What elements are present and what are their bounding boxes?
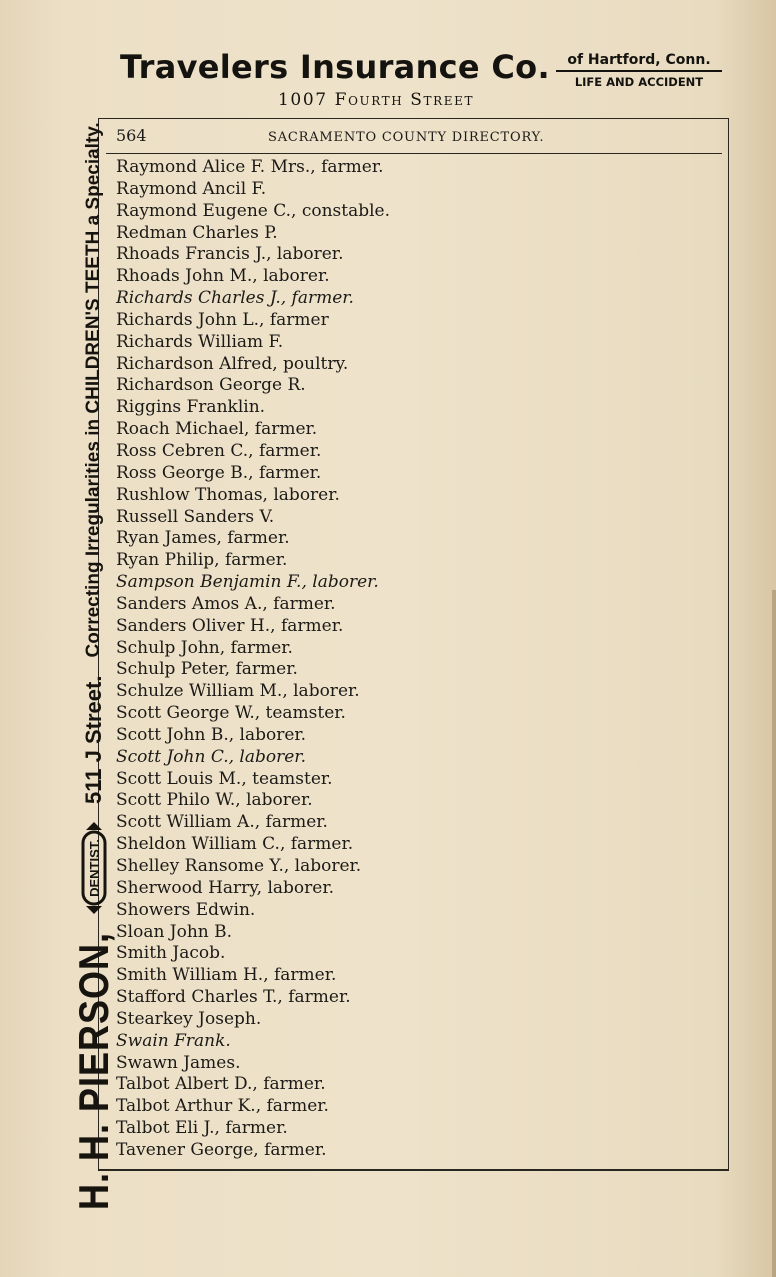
- directory-entry: Scott William A., farmer.: [116, 812, 328, 833]
- directory-entry: Schulp Peter, farmer.: [116, 659, 298, 680]
- directory-entry: Schulze William M., laborer.: [116, 681, 360, 702]
- directory-entry: Sherwood Harry, laborer.: [116, 877, 334, 898]
- directory-entry: Raymond Alice F. Mrs., farmer.: [116, 157, 384, 177]
- page-number: 564: [116, 126, 147, 145]
- directory-entry: Talbot Albert D., farmer.: [116, 1074, 326, 1095]
- directory-entry: Richardson George R.: [116, 375, 306, 396]
- directory-entry: Riggins Franklin.: [116, 397, 266, 418]
- directory-entry: Smith Jacob.: [116, 943, 226, 964]
- directory-entry: Ross Cebren C., farmer.: [116, 440, 322, 461]
- directory-entry: Russell Sanders V.: [116, 506, 275, 527]
- directory-entries: [116, 157, 390, 1162]
- directory-entry: Richards Charles J., farmer.: [116, 288, 354, 309]
- directory-entry: Richards William F.: [116, 331, 284, 352]
- directory-entry: Stafford Charles T., farmer.: [116, 987, 351, 1008]
- directory-entry: Sampson Benjamin F., laborer.: [116, 572, 379, 593]
- directory-entry: Rhoads John M., laborer.: [116, 266, 330, 287]
- directory-entry: Redman Charles P.: [116, 222, 278, 243]
- directory-entry: Ryan Philip, farmer.: [116, 550, 288, 571]
- directory-entry: Tavener George, farmer.: [116, 1139, 327, 1160]
- ad-address: 511 J Street.: [81, 675, 106, 804]
- directory-entry: Raymond Eugene C., constable.: [116, 200, 391, 221]
- dentist-seal-icon: [76, 818, 112, 918]
- directory-entry: Scott John B., laborer.: [116, 724, 307, 745]
- ad-slogan: Correcting Irregularities in CHILDREN'S TEETH a Specialty.: [83, 122, 104, 658]
- directory-entry: Scott Louis M., teamster.: [116, 768, 333, 789]
- header-company-details: [556, 52, 722, 89]
- directory-entry: Swawn James.: [116, 1052, 241, 1073]
- directory-entry: Showers Edwin.: [116, 899, 256, 920]
- seal-text: DENTIST.: [87, 839, 102, 897]
- directory-entry: Stearkey Joseph.: [116, 1008, 262, 1029]
- directory-entry: Richardson Alfred, poultry.: [116, 353, 349, 374]
- directory-entry: Raymond Ancil F.: [116, 178, 267, 199]
- directory-entry: Talbot Eli J., farmer.: [116, 1118, 288, 1139]
- header-line: LIFE AND ACCIDENT: [574, 75, 704, 89]
- directory-entry: Ross George B., farmer.: [116, 462, 322, 483]
- directory-entry: Scott George W., teamster.: [116, 703, 346, 724]
- directory-entry: Richards John L., farmer: [116, 309, 329, 330]
- header-address: 1007 Fourth Street: [278, 90, 475, 110]
- directory-entry: Smith William H., farmer.: [116, 965, 337, 986]
- directory-entry: Swain Frank.: [116, 1030, 231, 1051]
- side-advertisement: [69, 80, 117, 1210]
- directory-entry: Roach Michael, farmer.: [116, 419, 318, 440]
- header-company-name: Travelers Insurance Co.: [120, 48, 550, 86]
- directory-entry: Rushlow Thomas, laborer.: [116, 484, 340, 505]
- directory-entry: Scott John C., laborer.: [116, 746, 306, 767]
- directory-entry: Sanders Oliver H., farmer.: [116, 615, 344, 636]
- header-location: of Hartford, Conn.: [556, 52, 722, 72]
- ad-name: H. H. PIERSON,: [69, 931, 117, 1210]
- header-rule: [106, 153, 722, 154]
- directory-entry: Sanders Amos A., farmer.: [116, 593, 336, 614]
- directory-entry: Rhoads Francis J., laborer.: [116, 244, 344, 265]
- running-head: SACRAMENTO COUNTY DIRECTORY.: [268, 130, 545, 145]
- directory-entry: Ryan James, farmer.: [116, 528, 290, 549]
- directory-entry: Scott Philo W., laborer.: [116, 790, 313, 811]
- page-edge: [772, 590, 776, 1277]
- directory-entry: Talbot Arthur K., farmer.: [116, 1096, 329, 1117]
- directory-entry: Sloan John B.: [116, 921, 233, 942]
- directory-entry: Shelley Ransome Y., laborer.: [116, 856, 362, 876]
- directory-entry: Schulp John, farmer.: [116, 637, 293, 658]
- directory-entry: Sheldon William C., farmer.: [116, 834, 354, 855]
